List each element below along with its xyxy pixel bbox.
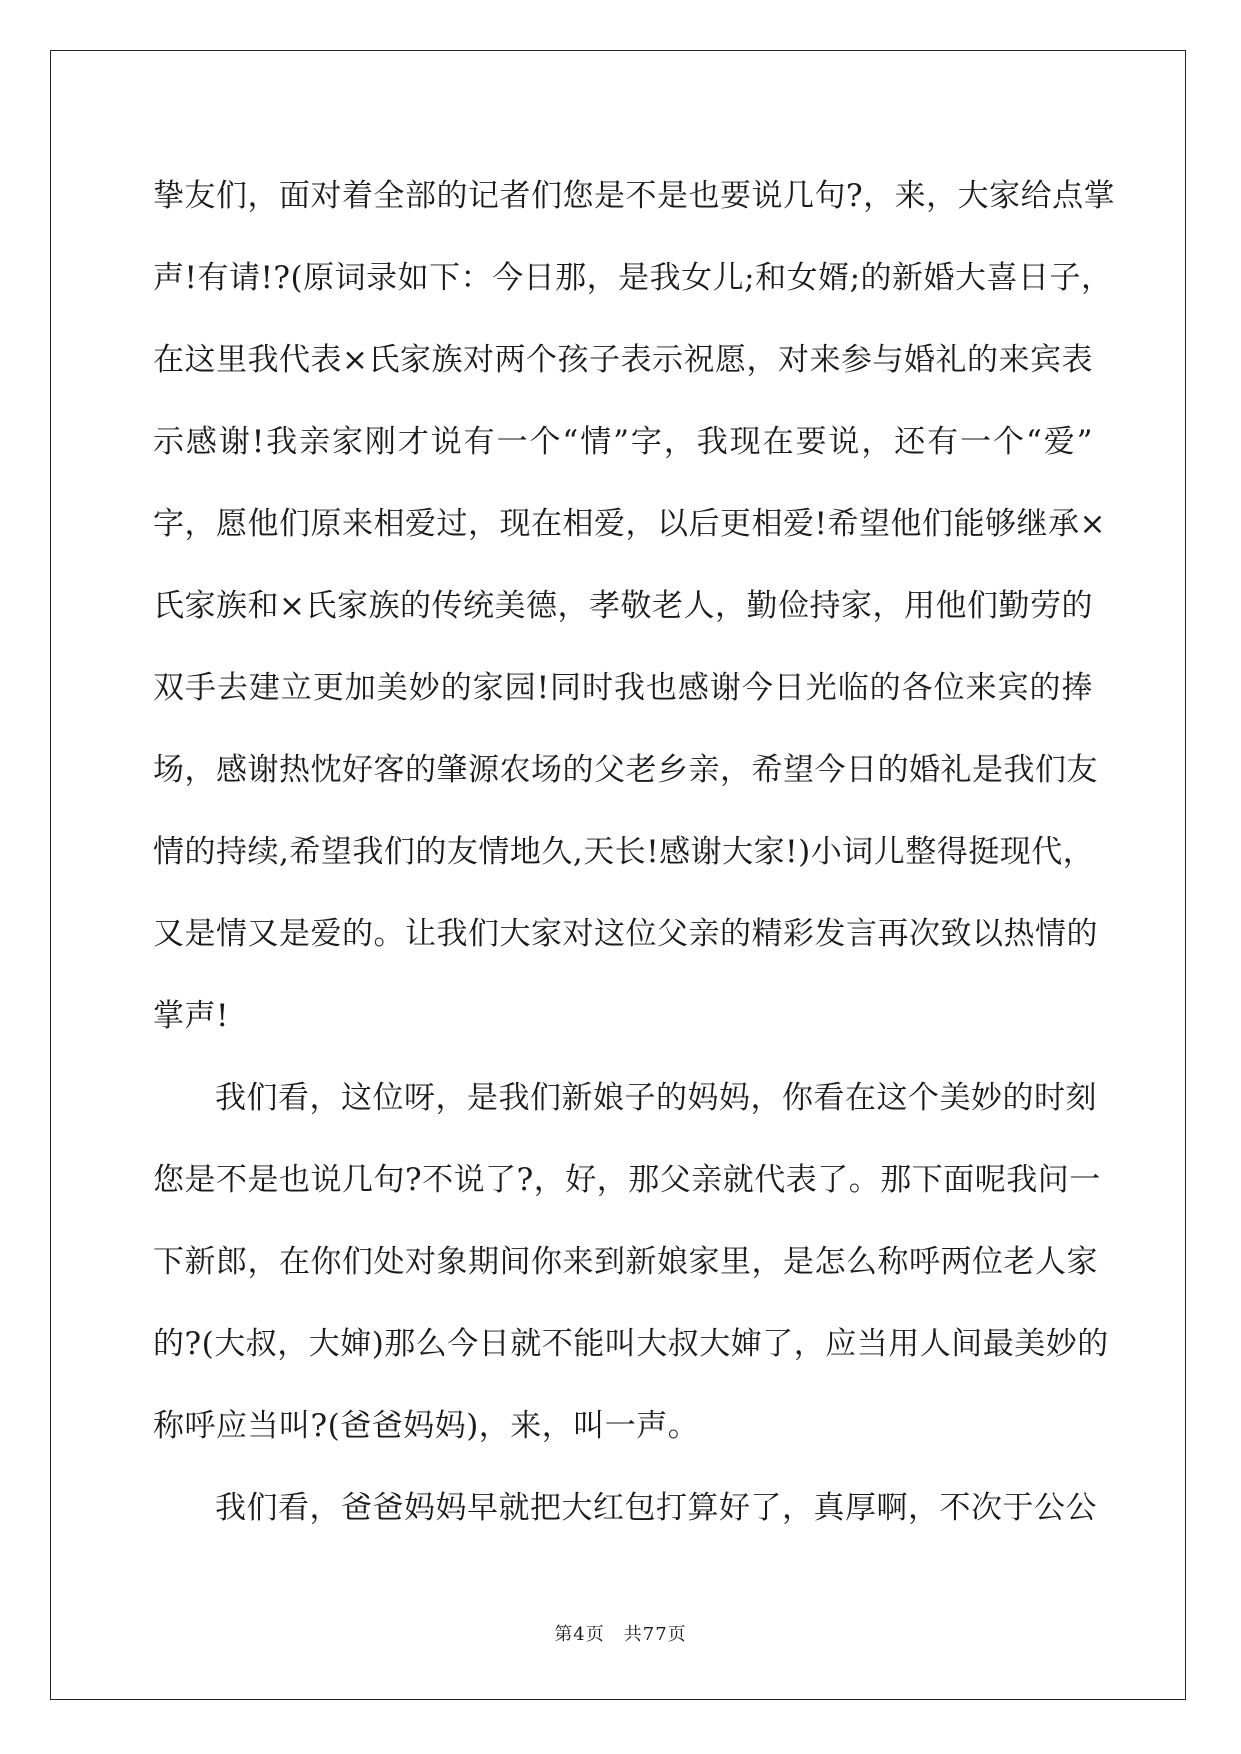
text-line: 在这里我代表×氏家族对两个孩子表示祝愿，对来参与婚礼的来宾表 (153, 342, 1093, 378)
text-line: 的?(大叔，大婶)那么今日就不能叫大叔大婶了，应当用人间最美妙的 (153, 1326, 1109, 1362)
text-line: 字，愿他们原来相爱过，现在相爱，以后更相爱!希望他们能够继承× (153, 506, 1106, 542)
text-line: 挚友们，面对着全部的记者们您是不是也要说几句?，来，大家给点掌 (153, 178, 1116, 214)
text-line: 声!有请!?(原词录如下：今日那，是我女儿;和女婿;的新婚大喜日子， (153, 260, 1113, 296)
paragraph-first-line: 我们看，爸爸妈妈早就把大红包打算好了，真厚啊，不次于公公 (215, 1490, 1097, 1526)
text-line: 双手去建立更加美妙的家园!同时我也感谢今日光临的各位来宾的捧 (153, 670, 1093, 706)
page-number: 第4页 共77页 (554, 1624, 687, 1645)
text-line: 又是情又是爱的。让我们大家对这位父亲的精彩发言再次致以热情的 (153, 916, 1098, 952)
text-line: 场，感谢热忱好客的肇源农场的父老乡亲，希望今日的婚礼是我们友 (153, 752, 1098, 788)
paragraph-first-line: 我们看，这位呀，是我们新娘子的妈妈，你看在这个美妙的时刻 (215, 1080, 1097, 1116)
text-line: 情的持续,希望我们的友情地久,天长!感谢大家!)小词儿整得挺现代， (153, 834, 1095, 870)
document-body (153, 155, 1116, 1549)
text-line: 称呼应当叫?(爸爸妈妈)，来，叫一声。 (153, 1408, 700, 1444)
text-line: 掌声! (153, 998, 229, 1034)
text-line: 氏家族和×氏家族的传统美德，孝敬老人，勤俭持家，用他们勤劳的 (153, 588, 1093, 624)
text-line: 下新郎，在你们处对象期间你来到新娘家里，是怎么称呼两位老人家 (153, 1244, 1098, 1280)
text-line: 示感谢!我亲家刚才说有一个“情”字，我现在要说，还有一个“爱” (153, 424, 1093, 460)
text-line: 您是不是也说几句?不说了?，好，那父亲就代表了。那下面呢我问一 (153, 1162, 1101, 1198)
